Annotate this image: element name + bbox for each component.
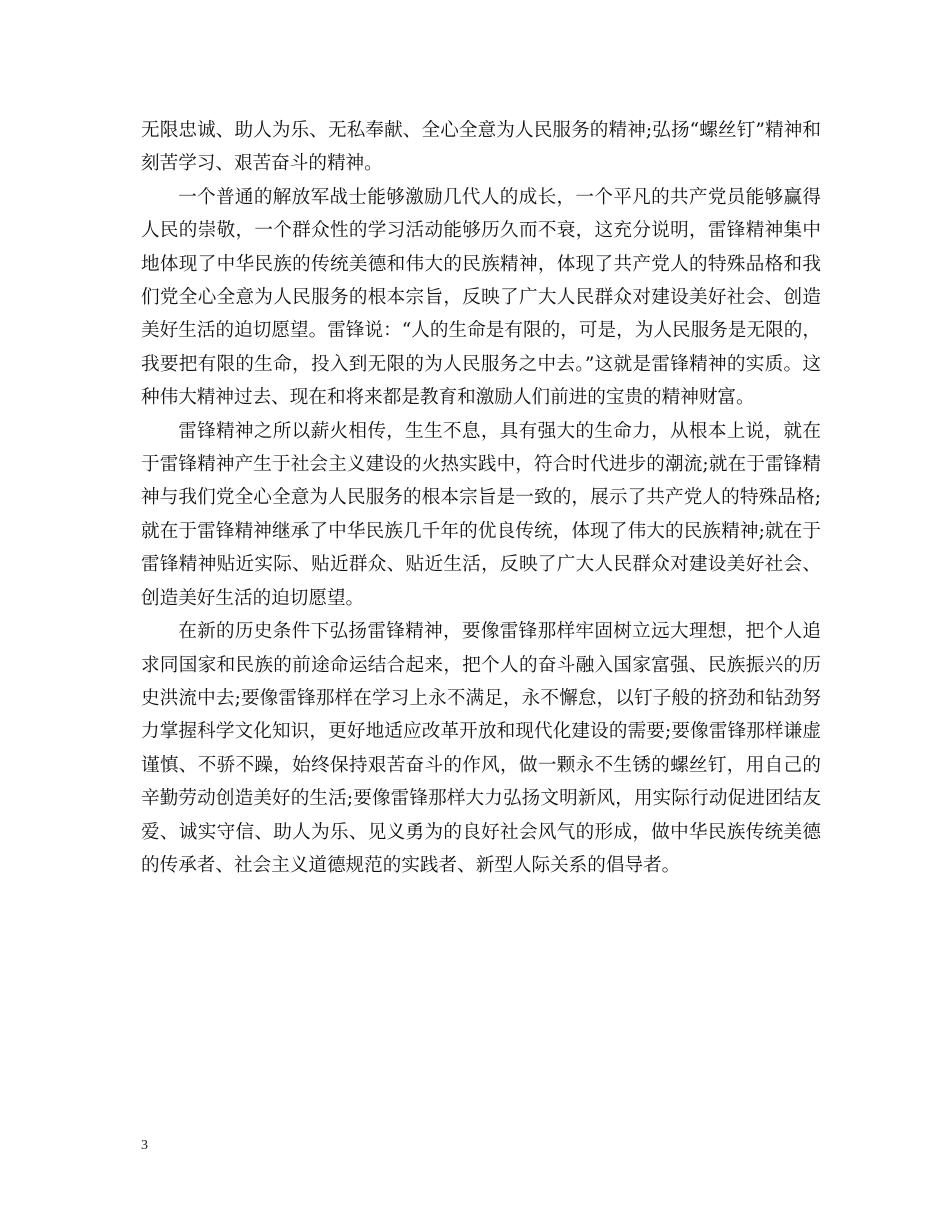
page-number: 3 — [141, 1138, 148, 1153]
paragraph-4: 在新的历史条件下弘扬雷锋精神，要像雷锋那样牢固树立远大理想，把个人追求同国家和民族的前途命运结合起来，把个人的奋斗融入国家富强、民族振兴的历史洪流中去;要像雷锋那样在学习上永不满足，永不懈怠，以钉子般的挤劲和钻劲努力掌握科学文化知识，更好地适应改革开放和现代化建设的需要;要像雷锋那样谦虚谨慎、不骄不躁，始终保持艰苦奋斗的作风，做一颗永不生锈的螺丝钉，用自己的辛勤劳动创造美好的生活;要像雷锋那样大力弘扬文明新风，用实际行动促进团结友爱、诚实守信、助人为乐、见义勇为的良好社会风气的形成，做中华民族传统美德的传承者、社会主义道德规范的实践者、新型人际关系的倡导者。 — [141, 621, 821, 876]
paragraph-3: 雷锋精神之所以薪火相传，生生不息，具有强大的生命力，从根本上说，就在于雷锋精神产生于社会主义建设的火热实践中，符合时代进步的潮流;就在于雷锋精神与我们党全心全意为人民服务的根本宗旨是一致的，展示了共产党人的特殊品格;就在于雷锋精神继承了中华民族几千年的优良传统，体现了伟大的民族精神;就在于雷锋精神贴近实际、贴近群众、贴近生活，反映了广大人民群众对建设美好社会、创造美好生活的迫切愿望。 — [141, 420, 821, 609]
paragraph-2: 一个普通的解放军战士能够激励几代人的成长，一个平凡的共产党员能够赢得人民的崇敬，一个群众性的学习活动能够历久而不衰，这充分说明，雷锋精神集中地体现了中华民族的传统美德和伟大的民族精神，体现了共产党人的特殊品格和我们党全心全意为人民服务的根本宗旨，反映了广大人民群众对建设美好社会、创造美好生活的迫切愿望。雷锋说：“人的生命是有限的，可是，为人民服务是无限的，我要把有限的生命，投入到无限的为人民服务之中去。”这就是雷锋精神的实质。这种伟大精神过去、现在和将来都是教育和激励人们前进的宝贵的精神财富。 — [141, 186, 821, 409]
document-body — [141, 114, 821, 882]
paragraph-1: 无限忠诚、助人为乐、无私奉献、全心全意为人民服务的精神;弘扬“螺丝钉”精神和刻苦学习、艰苦奋斗的精神。 — [141, 120, 821, 175]
